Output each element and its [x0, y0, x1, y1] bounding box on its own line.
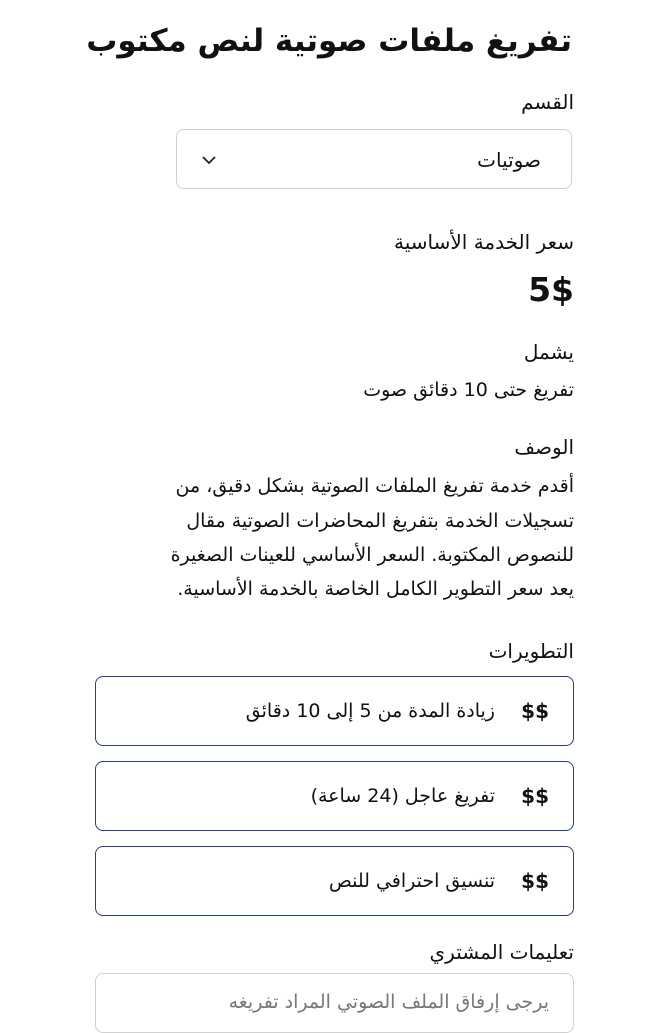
upgrade-option-price: $$ — [521, 784, 549, 808]
base-price-label: سعر الخدمة الأساسية — [394, 230, 574, 254]
upgrade-option-label: تنسيق احترافي للنص — [328, 870, 495, 892]
upgrade-option-price: $$ — [521, 699, 549, 723]
upgrade-option-price: $$ — [521, 869, 549, 893]
description-line: يعد سعر التطوير الكامل الخاصة بالخدمة الأساسية. — [177, 578, 574, 600]
requirements-placeholder: يرجى إرفاق الملف الصوتي المراد تفريغه — [228, 991, 549, 1013]
base-price-value: 5$ — [528, 270, 574, 309]
upgrades-label: التطويرات — [488, 639, 574, 663]
upgrade-option-label: تفريغ عاجل (24 ساعة) — [310, 785, 495, 807]
chevron-down-icon — [201, 152, 217, 168]
category-select[interactable] — [176, 129, 572, 189]
category-selected-value: صوتيات — [477, 148, 541, 172]
page-title: تفريغ ملفات صوتية لنص مكتوب — [86, 23, 572, 59]
description-label: الوصف — [514, 435, 574, 459]
requirements-label: تعليمات المشتري — [429, 940, 574, 964]
category-label: القسم — [521, 90, 574, 114]
upgrade-option-label: زيادة المدة من 5 إلى 10 دقائق — [245, 700, 495, 722]
upgrade-option-formatting[interactable] — [95, 846, 574, 916]
includes-label: يشمل — [523, 340, 574, 364]
upgrade-option-urgent[interactable] — [95, 761, 574, 831]
requirements-field[interactable] — [95, 973, 574, 1033]
description-line: أقدم خدمة تفريغ الملفات الصوتية بشكل دقيق، من — [175, 475, 574, 497]
includes-value: تفريغ حتى 10 دقائق صوت — [363, 379, 574, 401]
description-line: للنصوص المكتوبة. السعر الأساسي للعينات الصغيرة — [170, 544, 574, 566]
description-line: تسجيلات الخدمة بتفريغ المحاضرات الصوتية مقال — [186, 510, 574, 532]
upgrade-option-extend-duration[interactable] — [95, 676, 574, 746]
